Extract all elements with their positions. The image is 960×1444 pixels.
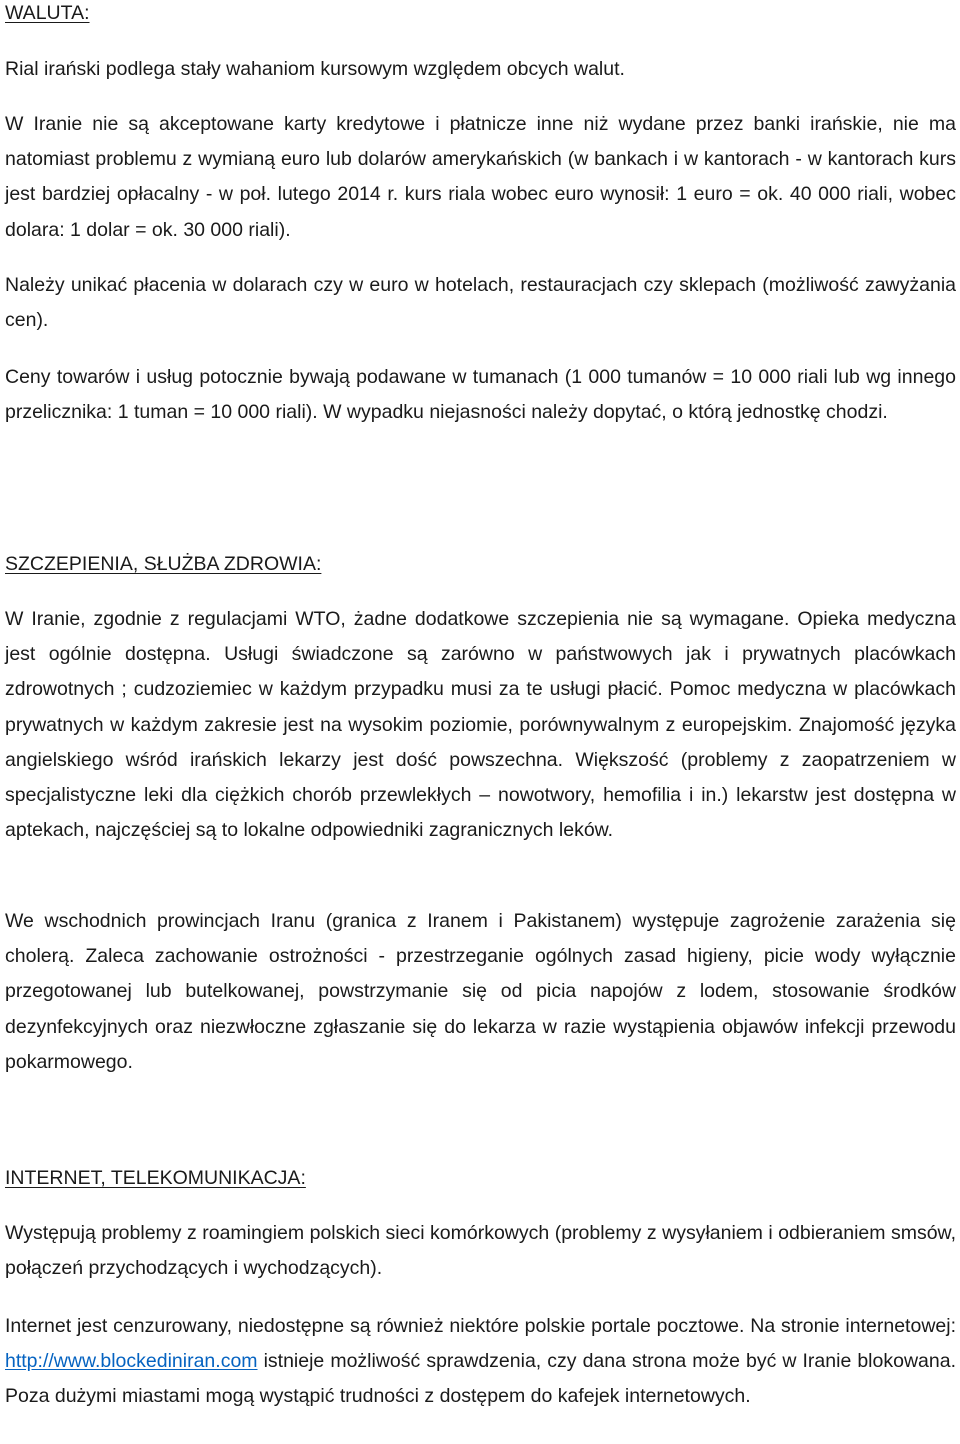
health-paragraph-1: W Iranie, zgodnie z regulacjami WTO, żadne dodatkowe szczepienia nie są wymagane. Opieka medyczna jest ogólnie dostępna. Usługi świadczone są zarówno w państwowych jak i prywatnych placówkach zdrowotnych ; cudzoziemiec w każdym przypadku musi za te usługi płacić. Pomoc medyczna w placówkach prywatnych w każdym zakresie jest na wysokim poziomie, porównywalnym z europejskim. Znajomość języka angielskiego wśród irańskich lekarzy jest dość powszechna. Większość (problemy z zaopatrzeniem w specjalistyczne leki dla ciężkich chorób przewlekłych – nowotwory, hemofilia i in.) lekarstw jest dostępna w aptekach, najczęściej są to lokalne odpowiedniki zagranicznych leków. (5, 608, 956, 842)
internet-paragraph-2 (5, 1309, 956, 1415)
heading-currency: WALUTA: (5, 2, 90, 24)
internet-paragraph-2-text-after: istnieje możliwość sprawdzenia, czy dana strona może być w Iranie blokowana. Poza dużymi miastami mogą wystąpić trudności z dostępem do kafejek internetowych. (5, 1350, 956, 1408)
heading-internet: INTERNET, TELEKOMUNIKACJA: (5, 1167, 306, 1189)
heading-health: SZCZEPIENIA, SŁUŻBA ZDROWIA: (5, 553, 322, 575)
currency-paragraph-4: Ceny towarów i usług potocznie bywają podawane w tumanach (1 000 tumanów = 10 000 riali lub wg innego przelicznika: 1 tuman = 10 000 riali). W wypadku niejasności należy dopytać, o którą jednostkę chodzi. (5, 366, 956, 424)
blockediniran-link[interactable]: http://www.blockediniran.com (5, 1350, 258, 1373)
currency-paragraph-1: Rial irański podlega stały wahaniom kursowym względem obcych walut. (5, 58, 625, 80)
health-paragraph-2: We wschodnich prowincjach Iranu (granica z Iranem i Pakistanem) występuje zagrożenie zarażenia się cholerą. Zaleca zachowanie ostrożności - przestrzeganie ogólnych zasad higieny, picie wody wyłącznie przegotowanej lub butelkowanej, powstrzymanie się od picia napojów z lodem, stosowanie środków dezynfekcyjnych oraz niezwłoczne zgłaszanie się do lekarza w razie wystąpienia objawów infekcji przewodu pokarmowego. (5, 910, 956, 1073)
internet-paragraph-2-text-before: Internet jest cenzurowany, niedostępne są również niektóre polskie portale pocztowe. Na stronie internetowej: (5, 1315, 956, 1337)
currency-paragraph-2: W Iranie nie są akceptowane karty kredytowe i płatnicze inne niż wydane przez banki irańskie, nie ma natomiast problemu z wymianą euro lub dolarów amerykańskich (w bankach i w kantorach - w kantorach kurs jest bardziej opłacalny - w poł. lutego 2014 r. kurs riala wobec euro wynosił: 1 euro = ok. 40 000 riali, wobec dolara: 1 dolar = ok. 30 000 riali). (5, 113, 956, 241)
internet-paragraph-1: Występują problemy z roamingiem polskich sieci komórkowych (problemy z wysyłaniem i odbieraniem smsów, połączeń przychodzących i wychodzących). (5, 1222, 956, 1280)
currency-paragraph-3: Należy unikać płacenia w dolarach czy w euro w hotelach, restauracjach czy sklepach (możliwość zawyżania cen). (5, 274, 956, 332)
